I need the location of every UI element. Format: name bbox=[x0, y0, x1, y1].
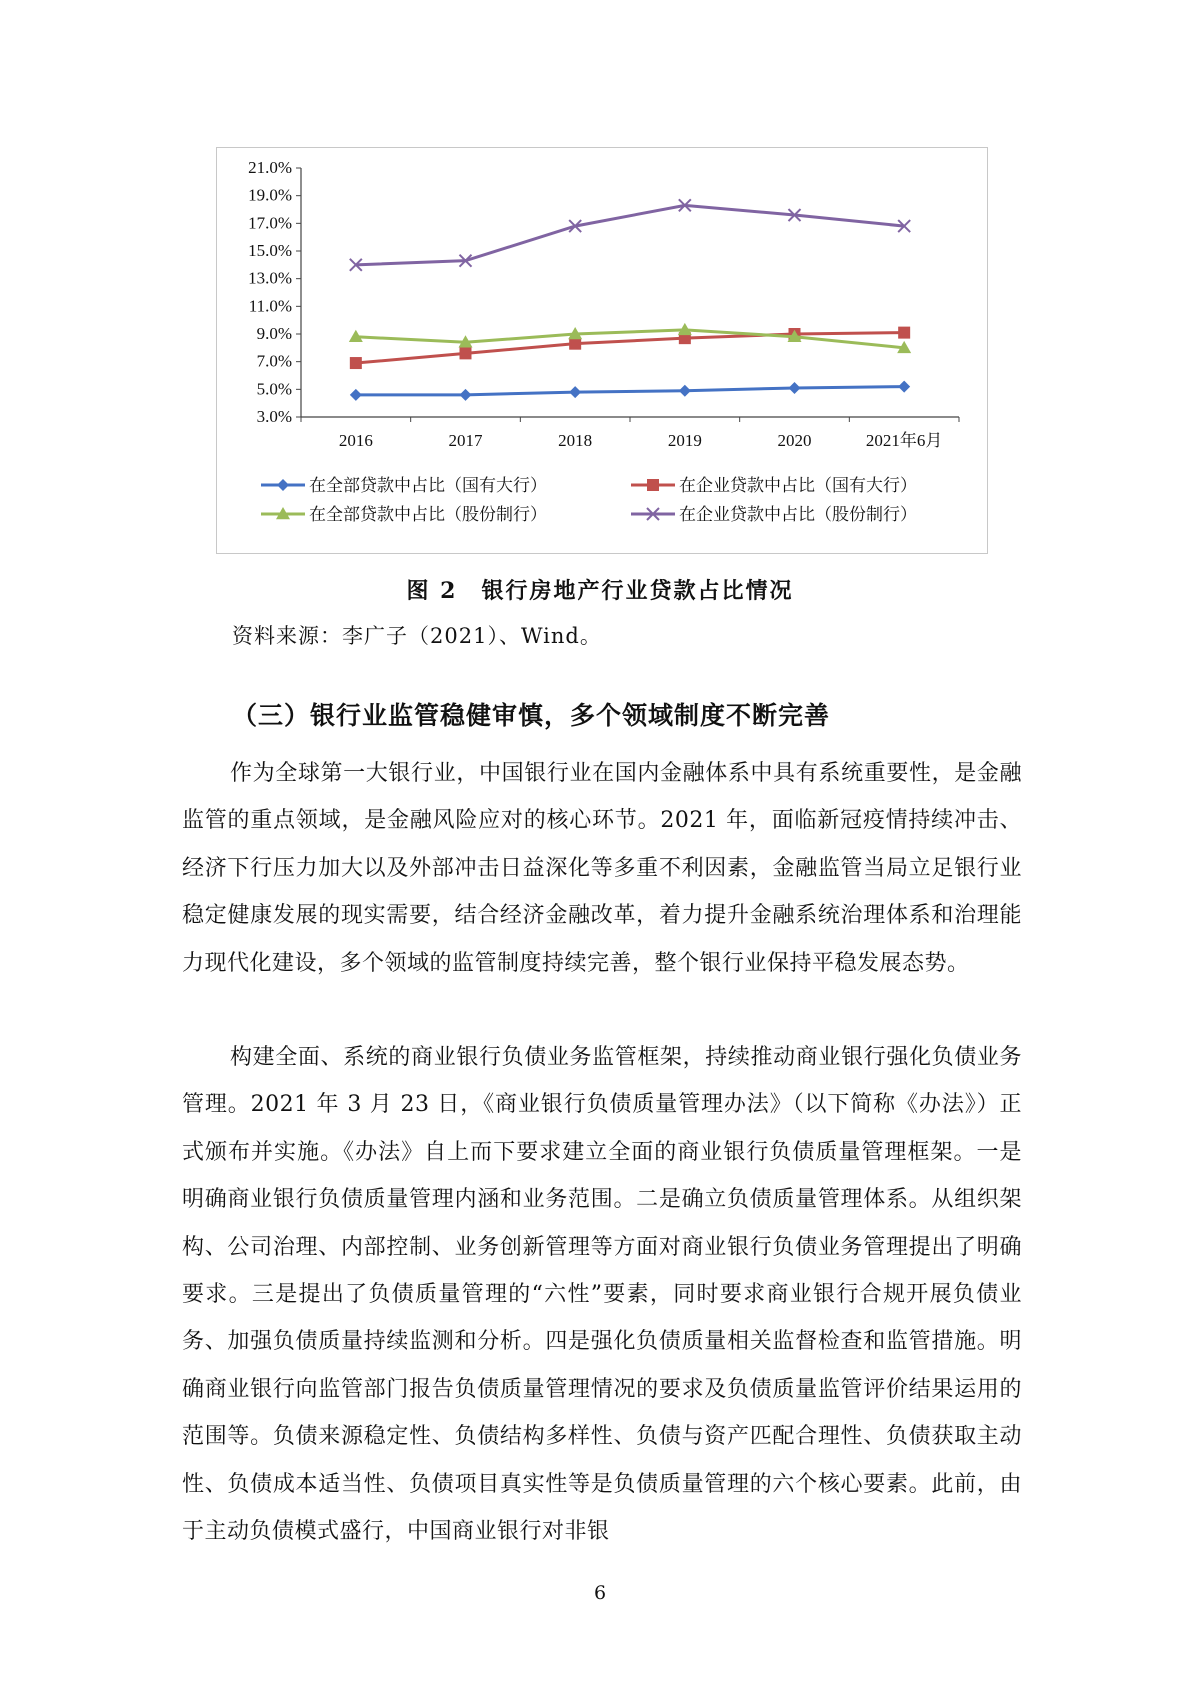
data-point bbox=[898, 327, 910, 339]
legend-label: 在全部贷款中占比（股份制行） bbox=[309, 505, 547, 525]
y-tick-label: 19.0% bbox=[248, 185, 292, 205]
data-point bbox=[460, 389, 472, 401]
y-tick-label: 11.0% bbox=[248, 296, 292, 316]
y-tick-label: 13.0% bbox=[248, 268, 292, 288]
y-tick-label: 7.0% bbox=[256, 351, 292, 371]
page-number: 6 bbox=[593, 1582, 607, 1604]
x-tick-label: 2016 bbox=[338, 431, 373, 450]
paragraph: 作为全球第一大银行业，中国银行业在国内金融体系中具有系统重要性，是金融监管的重点领域，是金融风险应对的核心环节。2021 年，面临新冠疫情持续冲击、经济下行压力加大以及外部冲击日益深化等多重不利因素，金融监管当局立足银行业稳定健康发展的现实需要，结合经济金融改革，着力提升金融系统治理体系和治理能力现代化建设，多个领域的监管制度持续完善，整个银行业保持平稳发展态势。 bbox=[182, 761, 1022, 976]
data-point bbox=[898, 381, 910, 393]
legend-label: 在企业贷款中占比（股份制行） bbox=[679, 505, 917, 525]
x-tick-label: 2018 bbox=[558, 431, 593, 450]
legend-label: 在全部贷款中占比（国有大行） bbox=[309, 476, 547, 496]
data-point bbox=[460, 347, 472, 359]
legend-label: 在企业贷款中占比（国有大行） bbox=[679, 476, 917, 496]
data-point bbox=[679, 385, 691, 397]
y-tick-label: 3.0% bbox=[256, 407, 292, 426]
y-tick-label: 9.0% bbox=[256, 324, 292, 343]
data-point bbox=[569, 338, 581, 350]
y-tick-label: 5.0% bbox=[256, 379, 292, 399]
data-point bbox=[569, 386, 581, 398]
data-point bbox=[789, 382, 801, 394]
x-tick-label: 2019 bbox=[667, 431, 702, 450]
line-chart bbox=[217, 148, 989, 555]
paragraph: 构建全面、系统的商业银行负债业务监管框架，持续推动商业银行强化负债业务管理。2021 年 3 月 23 日，《商业银行负债质量管理办法》（以下简称《办法》）正式颁布并实施。《办法》自上而下要求建立全面的商业银行负债质量管理框架。一是明确商业银行负债质量管理内涵和业务范围。二是确立负债质量管理体系。从组织架构、公司治理、内部控制、业务创新管理等方面对商业银行负债业务管理提出了明确要求。三是提出了负债质量管理的“六性”要素，同时要求商业银行合规开展负债业务、加强负债质量持续监测和分析。四是强化负债质量相关监督检查和监管措施。明确商业银行向监管部门报告负债质量管理情况的要求及负债质量监管评价结果运用的范围等。负债来源稳定性、负债结构多样性、负债与资产匹配合理性、负债获取主动性、负债成本适当性、负债项目真实性等是负债质量管理的六个核心要素。此前，由于主动负债模式盛行，中国商业银行对非银 bbox=[182, 1045, 1022, 1545]
chart-container bbox=[216, 147, 988, 554]
x-tick-label: 2021年6月 bbox=[865, 431, 943, 450]
series-line bbox=[356, 387, 904, 395]
data-point bbox=[350, 389, 362, 401]
y-tick-label: 21.0% bbox=[248, 158, 292, 177]
x-tick-label: 2017 bbox=[448, 431, 483, 450]
y-tick-label: 15.0% bbox=[248, 241, 292, 260]
data-point bbox=[350, 357, 362, 369]
series-line bbox=[356, 205, 904, 264]
legend-marker bbox=[277, 479, 289, 491]
y-tick-label: 17.0% bbox=[248, 213, 292, 233]
figure-source: 资料来源：李广子（2021）、Wind。 bbox=[232, 624, 602, 648]
legend-marker bbox=[647, 479, 659, 491]
section-heading: （三）银行业监管稳健审慎，多个领域制度不断完善 bbox=[232, 701, 831, 730]
x-tick-label: 2020 bbox=[777, 431, 812, 450]
series-line bbox=[356, 333, 904, 363]
figure-caption: 图 2 银行房地产行业贷款占比情况 bbox=[406, 578, 794, 604]
